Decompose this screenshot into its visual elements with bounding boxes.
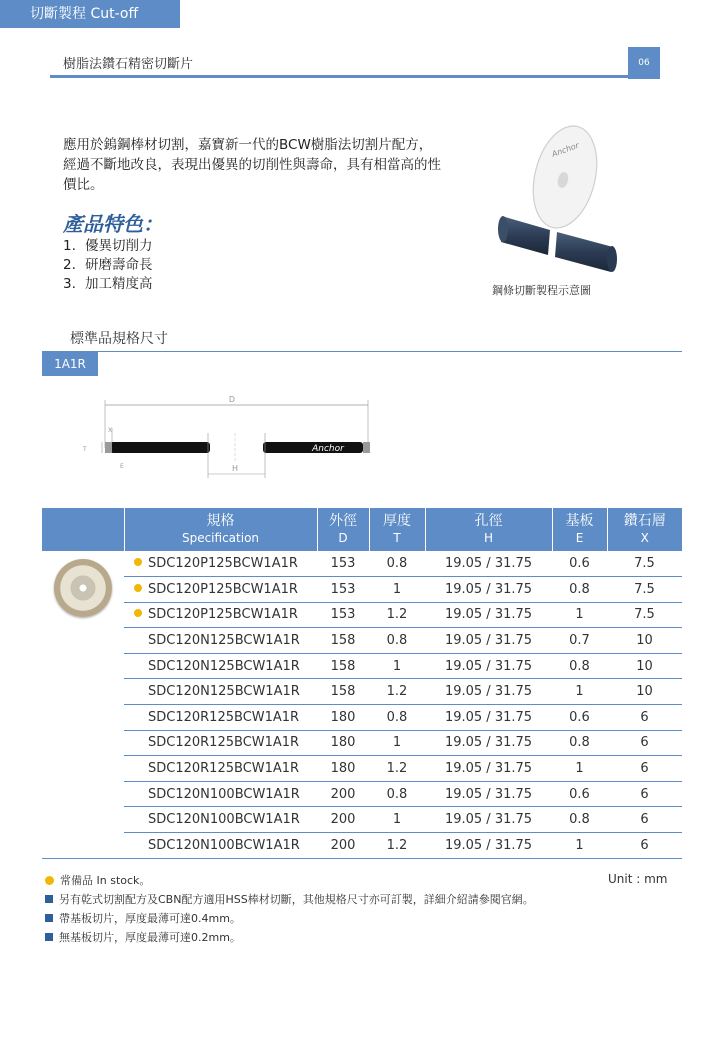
- feature-number: 1.: [63, 238, 76, 254]
- d-cell: 153: [317, 551, 369, 577]
- header-e-zh: 基板: [565, 512, 594, 529]
- spec-value: SDC120N100BCW1A1R: [148, 837, 300, 853]
- spec-cell: [124, 679, 317, 705]
- x-cell: 7.5: [607, 577, 682, 603]
- feature-item: [63, 275, 153, 294]
- spec-cell: [124, 551, 317, 577]
- t-cell: 0.8: [369, 628, 425, 654]
- d-cell: 158: [317, 679, 369, 705]
- spec-value: SDC120P125BCW1A1R: [148, 607, 298, 623]
- header-t-zh: 厚度: [383, 512, 411, 529]
- spec-value: SDC120P125BCW1A1R: [148, 581, 298, 597]
- square-bullet-icon: [45, 933, 53, 941]
- header-x: [607, 508, 682, 551]
- feature-text: 優異切削力: [85, 238, 153, 254]
- feature-number: 2.: [63, 257, 76, 273]
- e-cell: 0.8: [552, 653, 607, 679]
- note-text: 另有乾式切割配方及CBN配方適用HSS棒材切斷，其他規格尺寸亦可訂製，詳細介紹請參閱官網。: [59, 893, 534, 906]
- product-wheel-image: [54, 559, 112, 617]
- table-row: [42, 628, 682, 654]
- feature-item: [63, 256, 153, 275]
- spec-table-body: [42, 551, 682, 858]
- product-image-cell: [42, 551, 124, 858]
- spec-cell: [124, 781, 317, 807]
- spec-cell: [124, 807, 317, 833]
- note-item: [45, 910, 585, 928]
- d-cell: 180: [317, 730, 369, 756]
- spec-cell: [124, 756, 317, 782]
- d-cell: 200: [317, 807, 369, 833]
- table-row: [42, 602, 682, 628]
- e-cell: 1: [552, 756, 607, 782]
- h-cell: 19.05 / 31.75: [425, 756, 552, 782]
- section-title: 標準品規格尺寸: [70, 331, 168, 347]
- header-h-en: H: [483, 530, 494, 545]
- section-rule: [42, 351, 682, 352]
- in-stock-dot-icon: [134, 584, 142, 592]
- e-cell: 0.8: [552, 577, 607, 603]
- illustration-caption: 鋼條切斷製程示意圖: [492, 284, 591, 297]
- header-spec: [124, 508, 317, 551]
- spec-value: SDC120R125BCW1A1R: [148, 735, 300, 751]
- spec-cell: [124, 602, 317, 628]
- h-cell: 19.05 / 31.75: [425, 628, 552, 654]
- spec-cell: [124, 705, 317, 731]
- in-stock-dot-icon: [134, 558, 142, 566]
- in-stock-dot-icon: [134, 609, 142, 617]
- x-cell: 6: [607, 756, 682, 782]
- page-title: 樹脂法鑽石精密切斷片: [63, 57, 194, 72]
- h-cell: 19.05 / 31.75: [425, 602, 552, 628]
- e-cell: 0.6: [552, 551, 607, 577]
- cutting-illustration: [495, 122, 625, 272]
- d-cell: 200: [317, 833, 369, 859]
- d-cell: 180: [317, 756, 369, 782]
- header-d-en: D: [338, 530, 348, 545]
- spec-cell: [124, 577, 317, 603]
- section-tab: 切斷製程 Cut-off: [0, 0, 180, 28]
- spec-value: SDC120N125BCW1A1R: [148, 633, 300, 649]
- features-title: 產品特色：: [63, 212, 163, 236]
- table-row: [42, 551, 682, 577]
- header-h-zh: 孔徑: [474, 512, 503, 529]
- t-cell: 1.2: [369, 602, 425, 628]
- d-cell: 153: [317, 602, 369, 628]
- h-cell: 19.05 / 31.75: [425, 730, 552, 756]
- h-cell: 19.05 / 31.75: [425, 833, 552, 859]
- spec-cell: [124, 628, 317, 654]
- square-bullet-icon: [45, 914, 53, 922]
- feature-text: 加工精度高: [85, 276, 153, 292]
- x-cell: 10: [607, 653, 682, 679]
- header-d-zh: 外徑: [329, 512, 357, 529]
- d-cell: 158: [317, 653, 369, 679]
- x-cell: 6: [607, 730, 682, 756]
- x-cell: 6: [607, 781, 682, 807]
- in-stock-legend-icon: [45, 876, 54, 885]
- spec-value: SDC120N100BCW1A1R: [148, 786, 300, 802]
- header-image-col: [42, 508, 124, 551]
- spec-value: SDC120P125BCW1A1R: [148, 556, 298, 572]
- unit-label: Unit : mm: [608, 872, 668, 886]
- d-cell: 200: [317, 781, 369, 807]
- x-cell: 10: [607, 628, 682, 654]
- e-cell: 0.7: [552, 628, 607, 654]
- note-in-stock: [45, 872, 585, 890]
- spec-table: [42, 508, 682, 859]
- header-t-en: T: [393, 530, 401, 545]
- feature-item: [63, 237, 153, 256]
- h-cell: 19.05 / 31.75: [425, 577, 552, 603]
- h-cell: 19.05 / 31.75: [425, 679, 552, 705]
- spec-value: SDC120N125BCW1A1R: [148, 684, 300, 700]
- x-cell: 7.5: [607, 551, 682, 577]
- x-cell: 6: [607, 705, 682, 731]
- spec-cell: [124, 833, 317, 859]
- table-row: [42, 705, 682, 731]
- spec-value: SDC120R125BCW1A1R: [148, 761, 300, 777]
- intro-text: 應用於鎢鋼棒材切割，嘉寶新一代的BCW樹脂法切割片配方，經過不斷地改良，表現出優異的切削性與壽命，具有相當高的性價比。: [63, 137, 441, 193]
- e-cell: 0.6: [552, 781, 607, 807]
- t-cell: 1: [369, 653, 425, 679]
- note-text: 無基板切片，厚度最薄可達0.2mm。: [59, 931, 241, 944]
- spec-cell: [124, 653, 317, 679]
- dimension-e-label: E: [120, 463, 124, 470]
- note-item: [45, 891, 585, 909]
- t-cell: 0.8: [369, 781, 425, 807]
- header-spec-zh: 規格: [206, 512, 235, 529]
- feature-number: 3.: [63, 276, 76, 292]
- d-cell: 158: [317, 628, 369, 654]
- table-row: [42, 833, 682, 859]
- h-cell: 19.05 / 31.75: [425, 551, 552, 577]
- dimension-drawing: [80, 388, 380, 483]
- e-cell: 0.8: [552, 730, 607, 756]
- note-text: 帶基板切片，厚度最薄可達0.4mm。: [59, 912, 241, 925]
- x-cell: 6: [607, 807, 682, 833]
- spec-value: SDC120N100BCW1A1R: [148, 812, 300, 828]
- header-x-en: X: [640, 530, 649, 545]
- table-header-row: [42, 508, 682, 551]
- d-cell: 153: [317, 577, 369, 603]
- table-row: [42, 653, 682, 679]
- dimension-x-label: X: [108, 427, 113, 434]
- dimension-d-label: D: [228, 395, 236, 404]
- features-list: [63, 237, 153, 294]
- h-cell: 19.05 / 31.75: [425, 653, 552, 679]
- table-row: [42, 730, 682, 756]
- h-cell: 19.05 / 31.75: [425, 807, 552, 833]
- header-e-en: E: [575, 530, 584, 545]
- blade-brand-text: Anchor: [550, 140, 581, 159]
- notes: [45, 872, 585, 948]
- t-cell: 1.2: [369, 679, 425, 705]
- spec-value: SDC120N125BCW1A1R: [148, 658, 300, 674]
- header-e: [552, 508, 607, 551]
- e-cell: 1: [552, 602, 607, 628]
- h-cell: 19.05 / 31.75: [425, 705, 552, 731]
- x-cell: 6: [607, 833, 682, 859]
- t-cell: 1: [369, 807, 425, 833]
- e-cell: 1: [552, 833, 607, 859]
- page-number: 06: [628, 47, 660, 79]
- title-rule: [50, 75, 628, 78]
- t-cell: 1.2: [369, 833, 425, 859]
- header-h: [425, 508, 552, 551]
- header-d: [317, 508, 369, 551]
- x-cell: 7.5: [607, 602, 682, 628]
- header-t: [369, 508, 425, 551]
- table-row: [42, 679, 682, 705]
- d-cell: 180: [317, 705, 369, 731]
- in-stock-text: 常備品 In stock。: [60, 874, 151, 887]
- note-item: [45, 929, 585, 947]
- e-cell: 1: [552, 679, 607, 705]
- table-row: [42, 577, 682, 603]
- header-x-zh: 鑽石層: [623, 512, 666, 529]
- header-spec-en: Specification: [181, 530, 260, 545]
- type-tab: 1A1R: [42, 352, 98, 376]
- x-cell: 10: [607, 679, 682, 705]
- dimension-t-label: T: [83, 446, 87, 453]
- t-cell: 0.8: [369, 705, 425, 731]
- spec-cell: [124, 730, 317, 756]
- e-cell: 0.6: [552, 705, 607, 731]
- feature-text: 研磨壽命長: [85, 257, 153, 273]
- drawing-brand-text: Anchor: [312, 444, 344, 454]
- t-cell: 1: [369, 577, 425, 603]
- h-cell: 19.05 / 31.75: [425, 781, 552, 807]
- square-bullet-icon: [45, 895, 53, 903]
- table-row: [42, 807, 682, 833]
- t-cell: 1: [369, 730, 425, 756]
- t-cell: 0.8: [369, 551, 425, 577]
- spec-value: SDC120R125BCW1A1R: [148, 709, 300, 725]
- table-row: [42, 756, 682, 782]
- table-row: [42, 781, 682, 807]
- t-cell: 1.2: [369, 756, 425, 782]
- dimension-h-label: H: [231, 464, 239, 473]
- e-cell: 0.8: [552, 807, 607, 833]
